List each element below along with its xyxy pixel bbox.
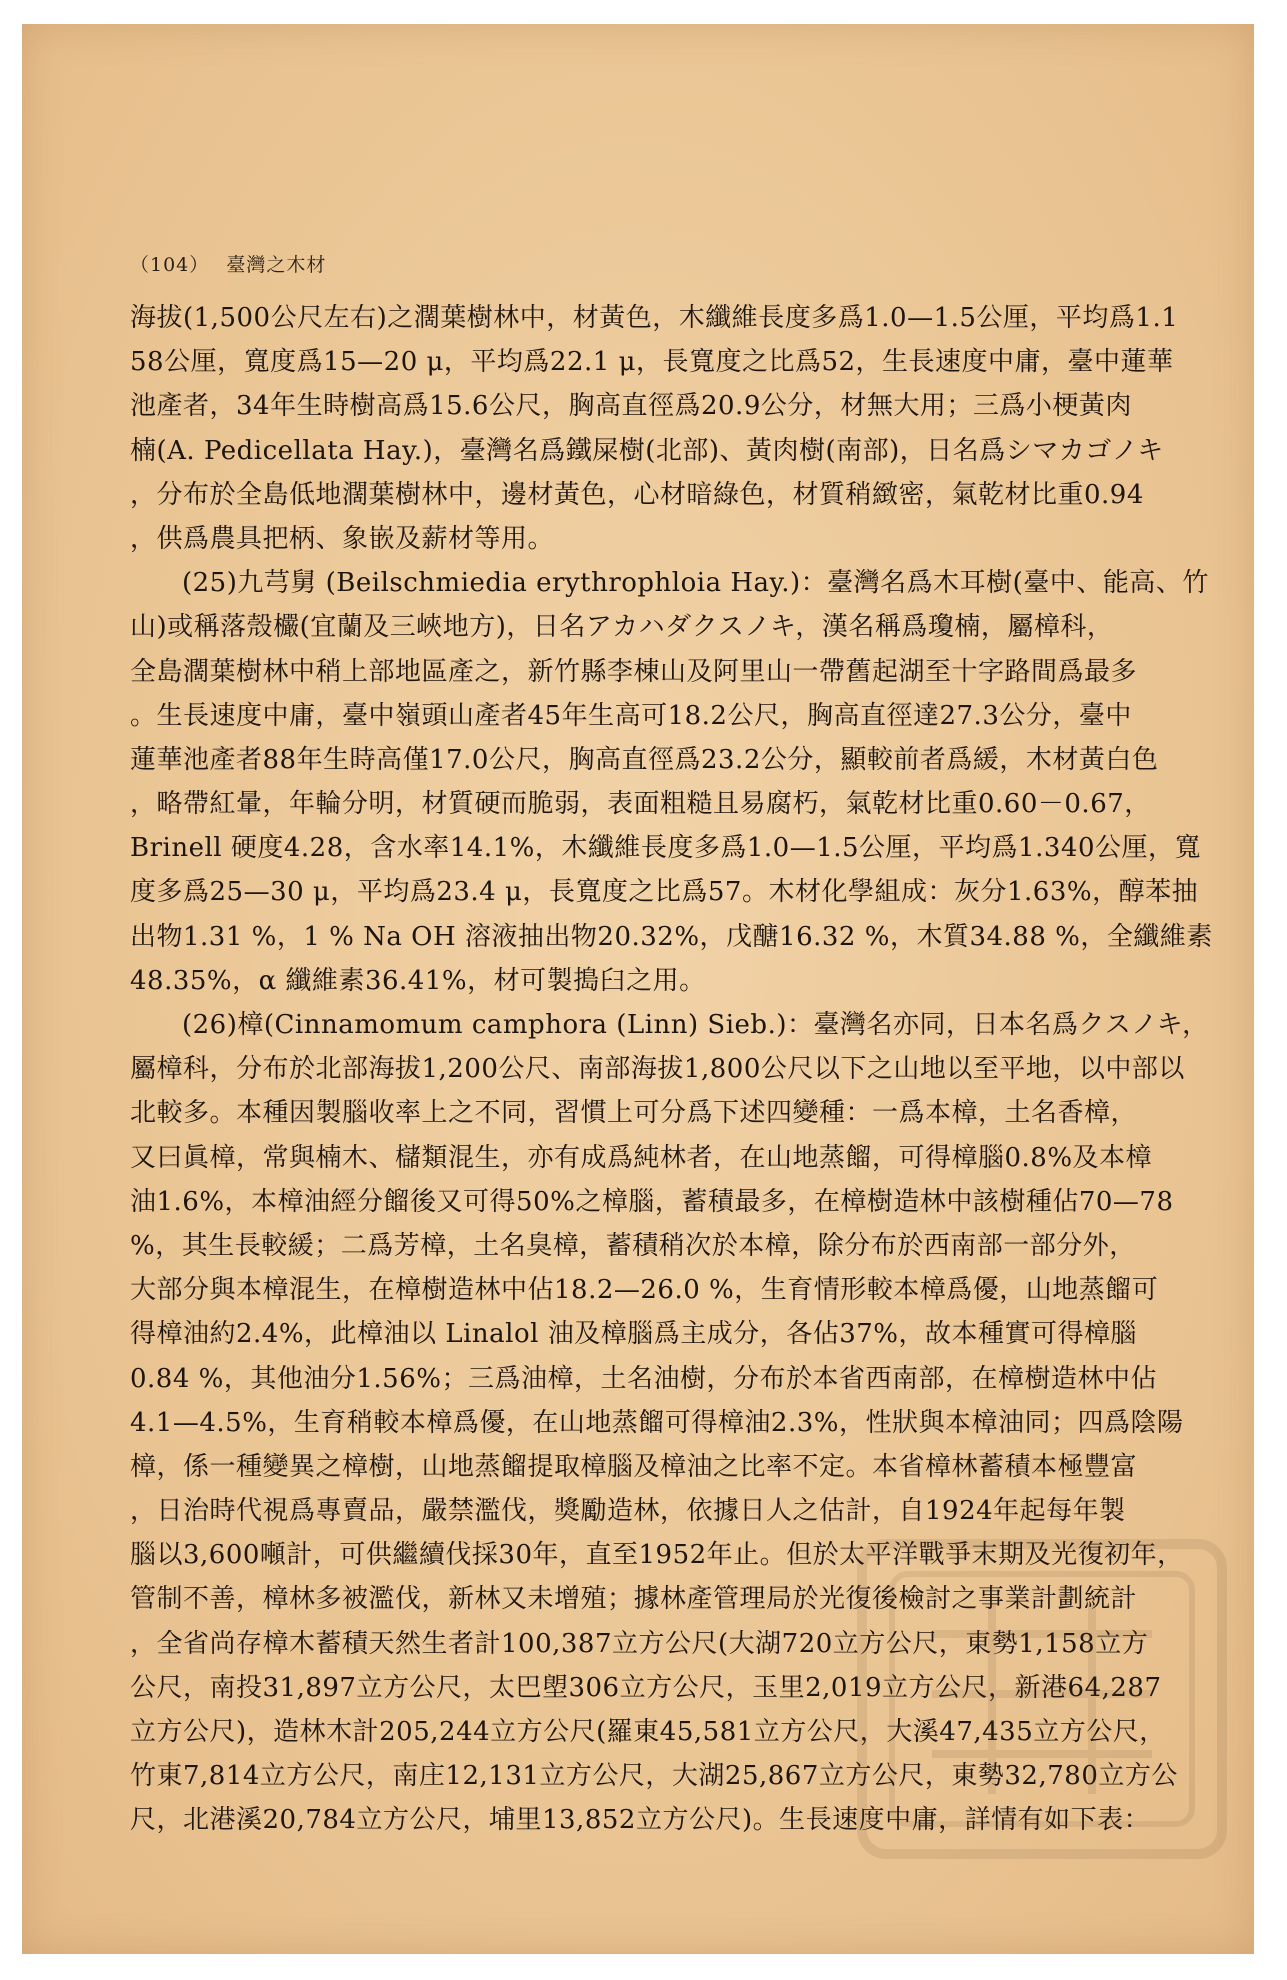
text-line: Brinell 硬度4.28，含水率14.1%，木纖維長度多爲1.0—1.5公厘，平均爲1.340公厘，寬 [130,833,1201,864]
text-line: 腦以3,600噸計，可供繼續伐採30年，直至1952年止。但於太平洋戰爭末期及光復初年， [130,1540,1184,1571]
running-title: 臺灣之木材 [226,254,327,276]
text-line: ，供爲農具把柄、象嵌及薪材等用。 [130,523,555,554]
text-line: 立方公尺)，造林木計205,244立方公尺(羅東45,581立方公尺，大溪47,435立方公尺， [130,1717,1166,1747]
text-line: 樟，係一種變異之樟樹，山地蒸餾提取樟腦及樟油之比率不定。本省樟林蓄積本極豐富 [130,1451,1138,1482]
text-line: 48.35%，α 纖維素36.41%，材可製搗臼之用。 [130,965,706,996]
page-sheet [22,24,1254,1954]
text-line: 大部分與本樟混生，在樟樹造林中佔18.2—26.0 %，生育情形較本樟爲優，山地蒸餾可 [130,1275,1159,1306]
text-line: 得樟油約2.4%，此樟油以 Linalol 油及樟腦爲主成分，各佔37%，故本種實可得樟腦 [130,1319,1137,1350]
text-line: ，分布於全島低地濶葉樹林中，邊材黃色，心材暗綠色，材質稍緻密，氣乾材比重0.94 [130,479,1144,510]
text-line: 竹東7,814立方公尺，南庄12,131立方公尺，大湖25,867立方公尺，東勢32,780立方公 [130,1761,1178,1792]
text-line: ，全省尚存樟木蓄積天然生者計100,387立方公尺(大湖720立方公尺，東勢1,158立方 [130,1628,1149,1659]
page-number: （104） [130,254,210,276]
text-line: 屬樟科，分布於北部海拔1,200公尺、南部海拔1,800公尺以下之山地以至平地，以中部以 [130,1054,1185,1085]
library-watermark-seal [852,1534,1232,1864]
text-line: (25)九芎舅 (Beilschmiedia erythrophloia Hay.)：臺灣名爲木耳樹(臺中、能高、竹 [182,568,1209,599]
text-line: ，略帶紅暈，年輪分明，材質硬而脆弱，表面粗糙且易腐朽，氣乾材比重0.60－0.67， [130,789,1151,820]
text-line: 度多爲25—30 μ，平均爲23.4 μ，長寬度之比爲57。木材化學組成：灰分1.63%，醇苯抽 [130,877,1199,908]
text-line: 管制不善，樟林多被濫伐，新林又未增殖；據林產管理局於光復後檢討之事業計劃統計 [130,1584,1138,1615]
text-line: 蓮華池產者88年生時高僅17.0公尺，胸高直徑爲23.2公分，顯較前者爲緩，木材黃白色 [130,744,1159,775]
text-line: (26)樟(Cinnamomum camphora (Linn) Sieb.)：臺灣名亦同，日本名爲クスノキ， [182,1010,1209,1040]
text-line: 出物1.31 %，1 % Na OH 溶液抽出物20.32%，戊醣16.32 %，木質34.88 %，全纖維素 [130,921,1213,952]
text-line: 油1.6%，本樟油經分餾後又可得50%之樟腦，蓄積最多，在樟樹造林中該樹種佔70—78 [130,1186,1174,1217]
page-header [130,250,326,277]
text-line: 58公厘，寬度爲15—20 μ，平均爲22.1 μ，長寬度之比爲52，生長速度中庸，臺中蓮華 [130,347,1174,378]
text-line: 尺，北港溪20,784立方公尺，埔里13,852立方公尺)。生長速度中庸，詳情有如下表： [130,1805,1151,1836]
text-line: 。生長速度中庸，臺中嶺頭山產者45年生高可18.2公尺，胸高直徑達27.3公分，臺中 [130,700,1132,731]
text-line: 山)或稱落殼欕(宜蘭及三峽地方)，日名アカハダクスノキ，漢名稱爲瓊楠，屬樟科， [130,612,1114,643]
text-line: 又曰眞樟，常與楠木、櫧類混生，亦有成爲純林者，在山地蒸餾，可得樟腦0.8%及本樟 [130,1142,1153,1173]
text-line: 楠(A. Pedicellata Hay.)，臺灣名爲鐵屎樹(北部)、黃肉樹(南部)，日名爲シマカゴノキ [130,435,1164,466]
text-line: 0.84 %，其他油分1.56%；三爲油樟，土名油樹，分布於本省西南部，在樟樹造林中佔 [130,1363,1157,1394]
text-line: %，其生長較緩；二爲芳樟，土名臭樟，蓄積稍次於本樟，除分布於西南部一部分外， [130,1230,1136,1261]
text-line: 池產者，34年生時樹高爲15.6公尺，胸高直徑爲20.9公分，材無大用；三爲小梗黃肉 [130,391,1132,422]
text-line: 海拔(1,500公尺左右)之濶葉樹林中，材黃色，木纖維長度多爲1.0—1.5公厘，平均爲1.1 [130,303,1179,333]
text-line: 北較多。本種因製腦收率上之不同，習慣上可分爲下述四變種：一爲本樟，土名香樟， [130,1098,1138,1129]
text-line: 公尺，南投31,897立方公尺，太巴塱306立方公尺，玉里2,019立方公尺，新港64,287 [130,1672,1162,1703]
text-line: 全島濶葉樹林中稍上部地區產之，新竹縣李棟山及阿里山一帶舊起湖至十字路間爲最多 [130,656,1138,687]
text-line: 4.1—4.5%，生育稍較本樟爲優，在山地蒸餾可得樟油2.3%，性狀與本樟油同；四爲陰陽 [130,1407,1184,1438]
text-line: ，日治時代視爲專賣品，嚴禁濫伐，獎勵造林，依據日人之估計，自1924年起每年製 [130,1496,1126,1527]
